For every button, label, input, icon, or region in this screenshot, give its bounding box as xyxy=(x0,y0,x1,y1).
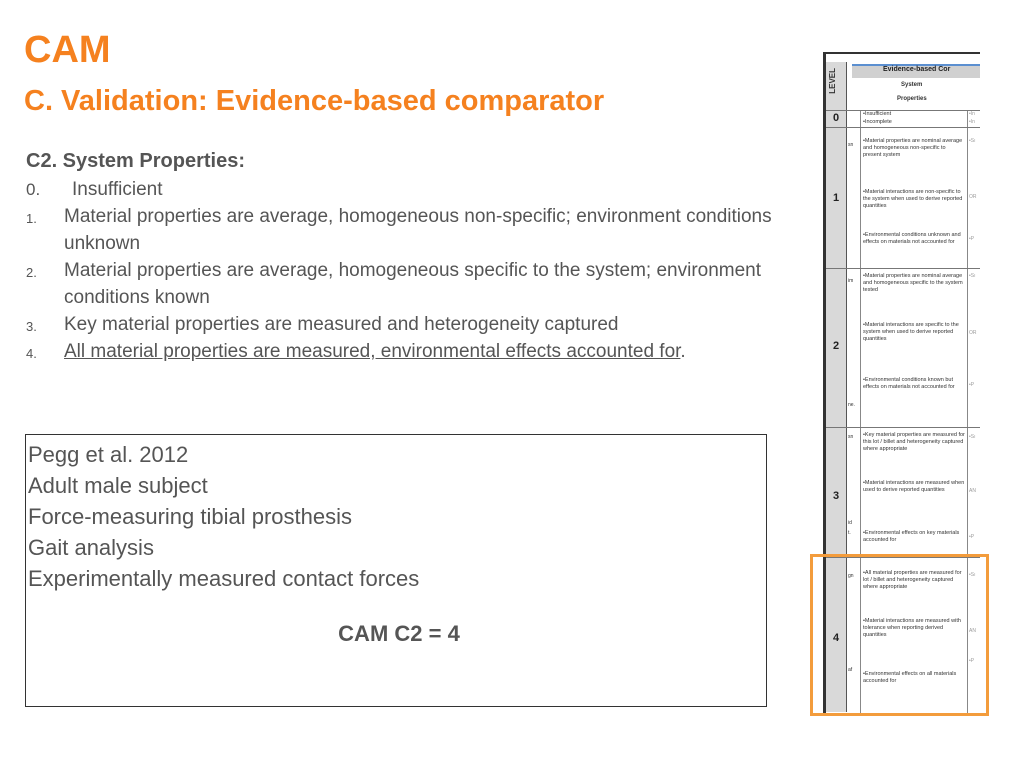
cam-score: CAM C2 = 4 xyxy=(338,621,460,646)
table-cell-right: •P xyxy=(969,382,975,388)
list-text: Material properties are average, homogeneous non-specific; environment conditions unknown xyxy=(64,206,772,254)
row-divider xyxy=(826,268,980,269)
table-fragment: t. xyxy=(848,530,851,536)
table-cell-right: •P xyxy=(969,534,975,540)
table-cell: •Environmental conditions known but effects on materials not accounted for xyxy=(863,377,955,390)
level-1: 1 xyxy=(832,192,840,204)
table-cell: •Environmental effects on all materials accounted for xyxy=(863,671,957,684)
level-4: 4 xyxy=(832,632,840,644)
list-text-underlined: All material properties are measured, environmental effects accounted for xyxy=(64,341,681,362)
level-4-highlight-box xyxy=(810,554,989,716)
table-fragment: ne. xyxy=(848,402,855,408)
reference-line: Gait analysis xyxy=(28,535,154,560)
table-cell: •Material interactions are specific to the system when used to derive reported quantities xyxy=(863,322,959,342)
system-properties-section xyxy=(26,146,786,365)
list-item xyxy=(26,203,786,257)
table-cell: •Incomplete xyxy=(863,119,892,125)
table-header: Evidence-based Cor xyxy=(883,66,951,73)
properties-label: Properties xyxy=(897,96,927,102)
table-border xyxy=(823,52,980,54)
table-cell: •Environmental effects on key materials accounted for xyxy=(863,530,960,543)
table-cell-right: AN xyxy=(969,628,976,634)
table-cell-right: OR xyxy=(969,330,977,336)
table-cell: •Insufficient xyxy=(863,111,892,117)
table-fragment: sn xyxy=(848,142,854,148)
level-0: 0 xyxy=(832,112,840,124)
level-2: 2 xyxy=(832,340,840,352)
table-cell-right: AN xyxy=(969,488,976,494)
row-divider xyxy=(826,127,980,128)
table-cell: •All material properties are measured for lot / billet and heterogeneity captured where appropriate xyxy=(863,570,962,590)
table-cell: •Key material properties are measured for this lot / billet and heterogeneity captured where appropriate xyxy=(863,432,965,452)
properties-list xyxy=(26,176,786,365)
table-cell-right: •P xyxy=(969,236,975,242)
table-fragment: id xyxy=(848,520,852,526)
reference-line: Pegg et al. 2012 xyxy=(28,442,189,467)
table-cell: •Environmental conditions unknown and effects on materials not accounted for xyxy=(863,232,961,245)
table-cell: •Material interactions are measured when used to derive reported quantities xyxy=(863,480,965,493)
list-number: 3. xyxy=(26,319,37,334)
list-suffix: . xyxy=(680,341,686,362)
list-item xyxy=(26,311,786,338)
page-subtitle: C. Validation: Evidence-based comparator xyxy=(24,85,605,117)
table-cell: •Material interactions are measured with tolerance when reporting derived quantities xyxy=(863,618,961,638)
list-number: 1. xyxy=(26,211,37,226)
table-cell-right: •Sı xyxy=(969,138,976,144)
list-number: 0. xyxy=(26,180,41,199)
list-item xyxy=(26,257,786,311)
table-cell-right: •Sı xyxy=(969,572,976,578)
table-cell: •Material interactions are non-specific to the system when used to derive reported quantities xyxy=(863,189,963,209)
table-cell-right: •In xyxy=(969,119,975,125)
section-heading: C2. System Properties: xyxy=(26,150,245,172)
table-fragment: af xyxy=(848,667,853,673)
level-column-header: LEVEL xyxy=(828,68,837,94)
table-cell-right: •Sı xyxy=(969,273,976,279)
table-cell: •Material properties are nominal average and homogeneous specific to the system tested xyxy=(863,273,963,293)
system-label: System xyxy=(901,82,923,88)
table-cell-right: •Sı xyxy=(969,434,976,440)
list-item xyxy=(26,338,786,365)
table-fragment: im xyxy=(848,278,854,284)
table-cell-right: •In xyxy=(969,111,975,117)
list-text: Insufficient xyxy=(72,179,163,200)
table-cell-right: OR xyxy=(969,194,977,200)
list-item xyxy=(26,176,786,203)
table-fragment: gn xyxy=(848,573,854,579)
table-cell-right: •P xyxy=(969,658,975,664)
reference-line: Experimentally measured contact forces xyxy=(28,566,420,591)
reference-line: Adult male subject xyxy=(28,473,208,498)
table-fragment: sn xyxy=(848,434,854,440)
row-divider xyxy=(826,427,980,428)
list-text: Key material properties are measured and heterogeneity captured xyxy=(64,314,619,335)
reference-line: Force-measuring tibial prosthesis xyxy=(28,504,353,529)
list-number: 2. xyxy=(26,265,37,280)
table-cell: •Material properties are nominal average and homogeneous non-specific to present system xyxy=(863,138,963,158)
list-text: Material properties are average, homogeneous specific to the system; environment conditions known xyxy=(64,260,762,308)
reference-box xyxy=(25,434,767,707)
page-title: CAM xyxy=(24,29,111,71)
list-number: 4. xyxy=(26,346,37,361)
level-3: 3 xyxy=(832,490,840,502)
